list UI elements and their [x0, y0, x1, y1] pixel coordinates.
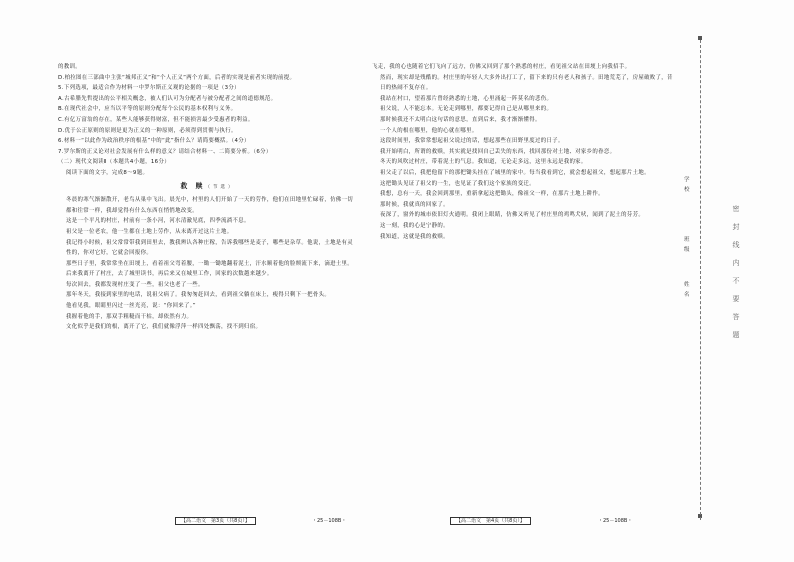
passage-title: 救 赎（节选） [180, 181, 236, 190]
text-paragraph: 那年冬天，我接到家里的电话，说祖父病了。我匆匆赶回去，看到祖父躺在床上，瘦得只剩下一把骨头。 [66, 292, 331, 299]
text-paragraph: 我知道，这就是我的救赎。 [380, 233, 449, 240]
right-text-column [372, 62, 678, 494]
binding-char: 题 [732, 331, 740, 339]
text-paragraph: 冬晨的寒气渐渐散开，老鸟从巢中飞出。晨光中，村里的人们开始了一天的劳作，他们在田地里忙碌着，仿佛一切都和往常一样，我却觉得有什么东西在悄悄地改变。 [66, 197, 354, 214]
text-paragraph: 6.材料一“以此作为政治秩序的根基”中的“此”指什么？请简要概括。（4分） [58, 138, 250, 145]
text-paragraph: 我记得小时候，祖父常常带我到田里去，教我辨认各种庄稼，告诉我哪些是麦子，哪些是杂草。他说，土地是有灵性的，你对它好，它就会回报你。 [66, 239, 354, 257]
text-paragraph: （二）现代文阅读Ⅱ（本题共4小题，16分） [58, 159, 170, 166]
text-paragraph: 那些日子里，我常常坐在田埂上，看着祖父弯着腰，一锄一锄地翻着泥土，汗水顺着他的脸颊流下来，滴进土里。 [66, 260, 354, 267]
binding-char: 线 [732, 241, 740, 249]
text-paragraph: 的教训。 [58, 64, 81, 70]
text-paragraph: 祖父走了以后，我把他留下的那把锄头挂在了城里的家中。每当我看到它，就会想起祖父，想起那片土地。 [380, 169, 650, 176]
text-paragraph: 那时候，我就真的回家了。 [380, 201, 449, 208]
passage-title-note: （节选） [205, 184, 236, 190]
text-paragraph: 冬天的风吹过村庄，带着泥土的气息。我知道，无论走多远，这里永远是我的家。 [380, 159, 587, 166]
text-paragraph: A.古希腊先哲提出的公平相关概念，被人们认可为分配者与被分配者之间的道德规范。 [58, 95, 277, 102]
text-paragraph: 我想，总有一天，我会回到那里，重新拿起这把锄头，像祖父一样，在那片土地上耕作。 [380, 191, 604, 198]
side-label-school: 学 校 [684, 177, 690, 193]
binding-char: 答 [732, 313, 740, 321]
text-paragraph: 祖父是一位老农，他一生都在土地上劳作，从未离开过这片土地。 [66, 228, 233, 235]
binding-char: 不 [732, 277, 740, 285]
text-paragraph: 每次回去，我都发现村庄变了一些，祖父也老了一些。 [66, 281, 204, 288]
text-paragraph: 这一刻，我的心是宁静的。 [380, 222, 449, 229]
text-paragraph: 这是一个平凡的村庄，村前有一条小河，河水清澈见底，四季流淌不息。 [66, 218, 250, 225]
binding-char: 封 [732, 223, 740, 231]
left-text-column [58, 62, 358, 494]
text-paragraph: 他看见我，眼睛里闪过一丝光亮，说：“你回来了。” [66, 303, 196, 310]
text-paragraph: 一个人的根在哪里，他的心就在哪里。 [380, 127, 478, 134]
text-paragraph: 我站在村口，望着那片曾经熟悉的土地，心里涌起一阵莫名的悲伤。 [380, 95, 553, 102]
binding-char: 要 [732, 295, 740, 303]
text-paragraph: B.在现代社会中，应当以平等的原则分配每个公民的基本权利与义务。 [58, 106, 237, 113]
text-paragraph: 飞走，我的心也随着它们飞向了远方，仿佛又回到了那个熟悉的村庄，看见祖父站在田埂上向我招手。 [372, 64, 631, 70]
text-paragraph: 那时候我还不太明白这句话的意思，直到后来，我才渐渐懂得。 [380, 116, 541, 123]
left-page-code: ・25－108B・ [312, 518, 347, 524]
side-label-class: 班 级 [684, 237, 690, 253]
right-page-code: ・25－108B・ [598, 518, 633, 524]
text-paragraph: 我握着他的手，那双手粗糙而干枯，却依然有力。 [66, 313, 193, 320]
text-paragraph: D.柏拉图在三部曲中主张“城邦正义”和“个人正义”两个方面，后者的实现是前者实现的前提。 [58, 74, 296, 81]
text-paragraph: 5.下列选项，最适合作为材料一中罗尔斯正义观的论据的一项是（3分） [58, 85, 240, 92]
text-paragraph: 后来我离开了村庄，去了城里读书，再后来又在城里工作，回家的次数越来越少。 [66, 271, 273, 278]
left-page-label: 【高二语文 第3页（共8页）】 [175, 517, 256, 524]
text-paragraph: 7.罗尔斯的正义论对社会发展有什么样的意义？请结合材料一、二简要分析。（6分） [58, 148, 272, 155]
side-label-name: 姓 名 [684, 282, 690, 298]
binding-notice [730, 200, 742, 344]
binding-char: 内 [732, 259, 740, 267]
text-paragraph: 文化似乎是我们的根，离开了它，我们就像浮萍一样四处飘荡，找不到归宿。 [66, 324, 262, 331]
right-page-label: 【高二语文 第4页（共8页）】 [450, 517, 531, 524]
text-paragraph: 阅读下面的文字，完成8～9题。 [66, 169, 149, 176]
text-paragraph: D.优于公正原则的原则是更为正义的一种原则，必须得到贯彻与执行。 [58, 127, 237, 134]
text-paragraph: 这把锄头见证了祖父的一生，也见证了我们这个家族的变迁。 [380, 180, 535, 187]
text-paragraph: C.有亿万富翁的存在，某些人能够获得财富，但不能损害最少受惠者的利益。 [58, 116, 254, 123]
binding-char: 密 [732, 205, 740, 213]
text-paragraph: 夜深了，窗外的城市依旧灯火通明。我闭上眼睛，仿佛又听见了村庄里的鸡鸣犬吠，闻到了泥土的芬芳。 [380, 212, 645, 219]
text-paragraph: 这段时间里，我常常想起祖父说过的话，想起那些在田野里度过的日子。 [380, 138, 564, 145]
text-paragraph: 祖父说，人不能忘本。无论走到哪里，都要记得自己是从哪里来的。 [380, 106, 553, 113]
text-paragraph: 我开始明白，所谓的救赎，其实就是找回自己丢失的东西，找回那份对土地、对家乡的眷恋。 [380, 148, 616, 155]
binding-line [700, 40, 702, 520]
text-paragraph: 然而，现实却是残酷的。村庄里的年轻人大多外出打工了，留下来的只有老人和孩子。田地荒芜了，房屋破败了，昔日的热闹不复存在。 [380, 74, 673, 92]
